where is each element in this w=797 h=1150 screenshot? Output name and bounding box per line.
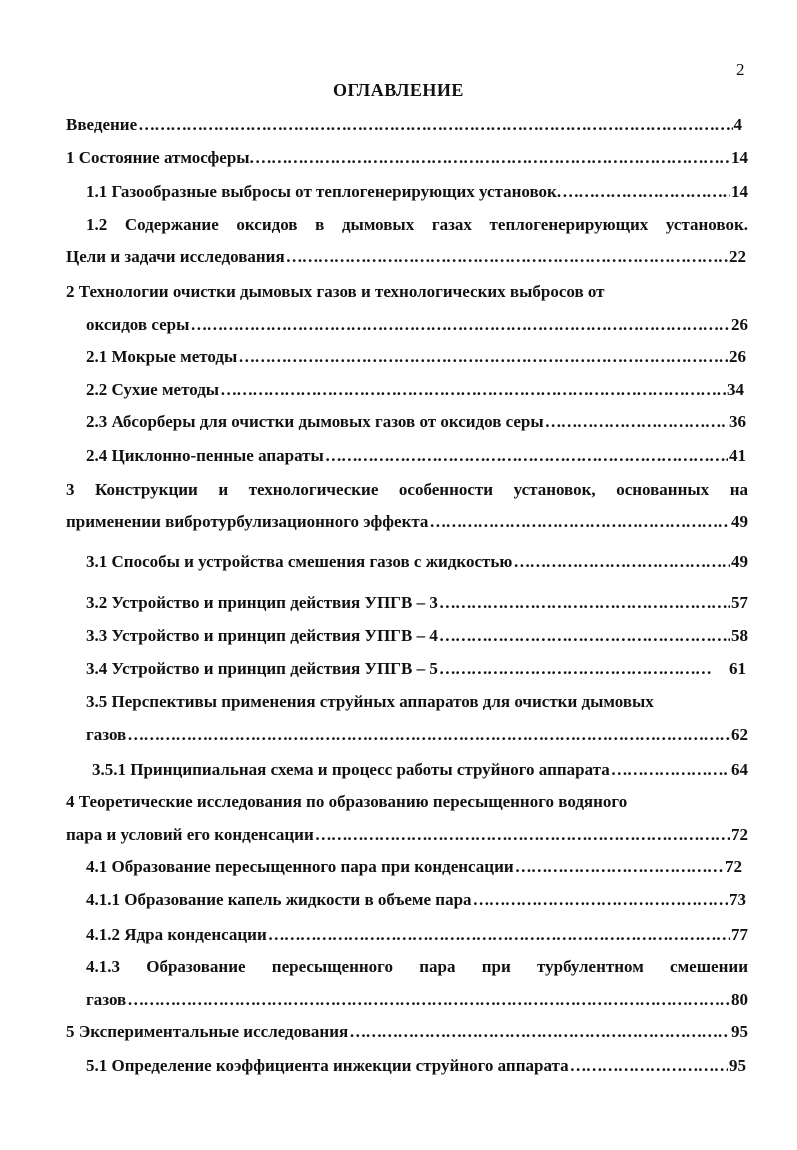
toc-entry-page: 36 bbox=[729, 412, 746, 431]
toc-entry-text: 2.2 Сухие методы bbox=[86, 380, 220, 399]
toc-entry-text: газов bbox=[86, 725, 127, 744]
toc-entry-text: 2.3 Абсорберы для очистки дымовых газов от оксидов серы bbox=[86, 412, 544, 431]
toc-entry-text: 3.1 Способы и устройства смешения газов с жидкостью bbox=[86, 552, 513, 571]
toc-entry-text: Цели и задачи исследования bbox=[66, 247, 285, 266]
toc-entry bbox=[86, 315, 748, 335]
toc-entry-text: пара и условий его конденсации bbox=[66, 825, 314, 844]
toc-entry bbox=[86, 857, 742, 877]
toc-entry bbox=[92, 760, 748, 780]
toc-entry bbox=[86, 380, 744, 400]
toc-entry-text: 1.2 Содержание оксидов в дымовых газах теплогенерирующих установок. bbox=[86, 215, 748, 234]
toc-entry bbox=[66, 512, 748, 532]
toc-entry bbox=[86, 552, 748, 572]
toc-entry-text: 2 Технологии очистки дымовых газов и технологических выбросов от bbox=[66, 282, 605, 301]
toc-entry bbox=[86, 659, 746, 679]
toc-entry-page: 73 bbox=[729, 890, 746, 909]
toc-entry-text-wrap bbox=[66, 792, 726, 812]
toc-entry-page: 95 bbox=[731, 1022, 748, 1041]
toc-entry-text: 5.1 Определение коэффициента инжекции струйного аппарата bbox=[86, 1056, 569, 1075]
toc-entry bbox=[86, 446, 746, 466]
toc-entry bbox=[86, 182, 748, 202]
toc-entry bbox=[86, 990, 748, 1010]
toc-entry-text: газов bbox=[86, 990, 127, 1009]
toc-entry bbox=[86, 593, 748, 613]
toc-entry-text-wrap bbox=[86, 692, 736, 712]
toc-entry-text: 1.1 Газообразные выбросы от теплогенерирующих установок. bbox=[86, 182, 562, 201]
toc-entry-page: 61 bbox=[729, 659, 746, 678]
toc-entry-text: 3.5 Перспективы применения струйных аппаратов для очистки дымовых bbox=[86, 692, 654, 711]
toc-entry-text: 4.1 Образование пересыщенного пара при конденсации bbox=[86, 857, 514, 876]
toc-entry-text: 3.2 Устройство и принцип действия УПГВ – 3 bbox=[86, 593, 438, 612]
toc-entry-page: 62 bbox=[731, 725, 748, 744]
toc-entry-page: 72 bbox=[725, 857, 742, 876]
toc-entry-text: 1 Состояние атмосферы. bbox=[66, 148, 254, 167]
toc-entry-page: 49 bbox=[731, 512, 748, 531]
toc-entry-page: 58 bbox=[731, 626, 748, 645]
toc-entry-text: 3.3 Устройство и принцип действия УПГВ – 4 bbox=[86, 626, 438, 645]
toc-entry-page: 57 bbox=[731, 593, 748, 612]
toc-entry bbox=[86, 725, 748, 745]
toc-entry-page: 41 bbox=[729, 446, 746, 465]
toc-entry-page: 64 bbox=[731, 760, 748, 779]
toc-entry bbox=[86, 1056, 746, 1076]
toc-entry bbox=[86, 925, 748, 945]
toc-entry-page: 72 bbox=[731, 825, 748, 844]
page-number: 2 bbox=[736, 60, 745, 79]
toc-entry bbox=[86, 347, 746, 367]
toc-entry-text: Введение bbox=[66, 115, 138, 134]
toc-entry-text: 4.1.3 Образование пересыщенного пара при турбулентном смешении bbox=[86, 957, 748, 976]
toc-entry-text: 4.1.1 Образование капель жидкости в объеме пара bbox=[86, 890, 472, 909]
toc-entry bbox=[86, 412, 746, 432]
toc-entry-text: 3.4 Устройство и принцип действия УПГВ – 5 bbox=[86, 659, 438, 678]
toc-entry-page: 77 bbox=[731, 925, 748, 944]
toc-entry-text: 5 Экспериментальные исследования bbox=[66, 1022, 349, 1041]
toc-entry-text: оксидов серы bbox=[86, 315, 190, 334]
toc-entry-page: 34 bbox=[727, 380, 744, 399]
toc-entry bbox=[66, 1022, 748, 1042]
toc-entry bbox=[66, 115, 742, 135]
toc-entry bbox=[66, 148, 748, 168]
toc-entry-page: 95 bbox=[729, 1056, 746, 1075]
toc-entry-text: применении вибротурбулизационного эффекта bbox=[66, 512, 429, 531]
toc-entry-page: 80 bbox=[731, 990, 748, 1009]
toc-entry-page: 4 bbox=[733, 115, 742, 134]
toc-entry-text: 4 Теоретические исследования по образованию пересыщенного водяного bbox=[66, 792, 628, 811]
toc-entry-page: 14 bbox=[731, 182, 748, 201]
toc-entry-text: 2.4 Циклонно-пенные апараты bbox=[86, 446, 324, 465]
toc-entry-text: 4.1.2 Ядра конденсации bbox=[86, 925, 267, 944]
toc-entry-text: 2.1 Мокрые методы bbox=[86, 347, 238, 366]
toc-entry-page: 14 bbox=[731, 148, 748, 167]
toc-entry-page: 26 bbox=[731, 315, 748, 334]
toc-entry bbox=[66, 247, 746, 267]
toc-entry-page: 26 bbox=[729, 347, 746, 366]
toc-entry-text: 3 Конструкции и технологические особенности установок, основанных на bbox=[66, 480, 748, 499]
toc-entry bbox=[86, 626, 748, 646]
toc-entry-page: 49 bbox=[731, 552, 748, 571]
page-title: ОГЛАВЛЕНИЕ bbox=[333, 80, 464, 100]
toc-entry bbox=[86, 890, 746, 910]
toc-entry-text: 3.5.1 Принципиальная схема и процесс работы струйного аппарата bbox=[92, 760, 610, 779]
toc-entry-page: 22 bbox=[729, 247, 746, 266]
toc-entry bbox=[66, 825, 748, 845]
toc-entry-text-wrap bbox=[66, 282, 706, 302]
